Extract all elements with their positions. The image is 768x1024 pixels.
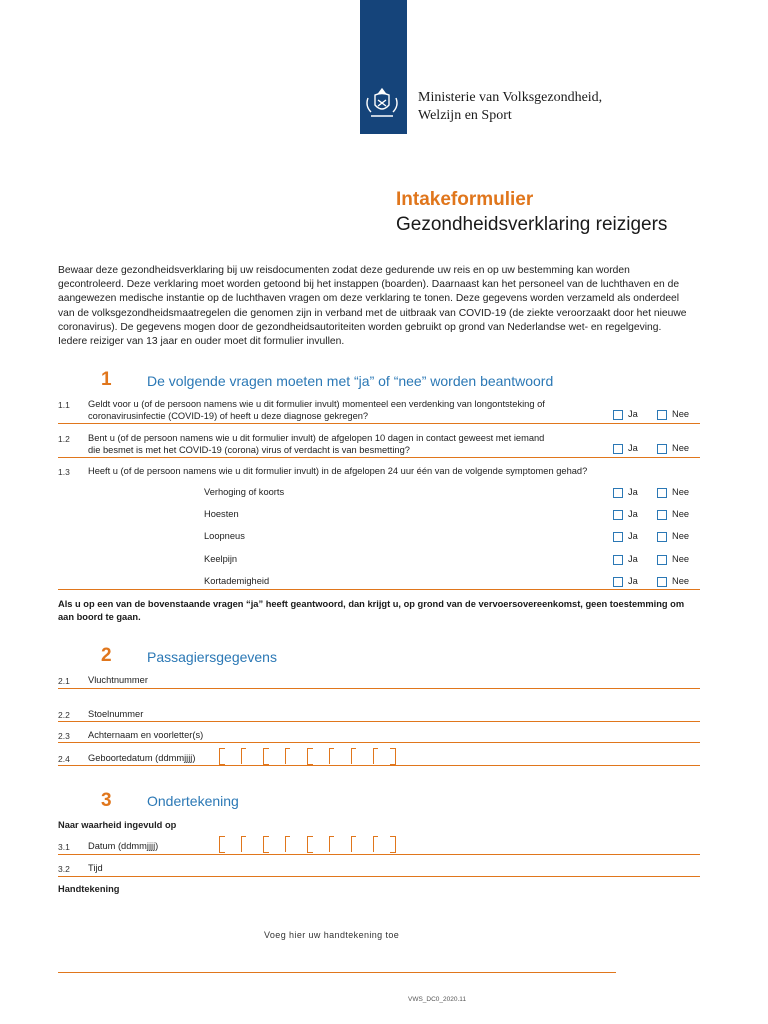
signature-hint: Voeg hier uw handtekening toe bbox=[264, 930, 400, 940]
checkbox-no[interactable] bbox=[657, 532, 667, 542]
name-label: Achternaam en voorletter(s) bbox=[88, 730, 204, 740]
flight-number-field[interactable] bbox=[58, 688, 700, 689]
checkbox-yes-label: Ja bbox=[628, 576, 638, 586]
divider bbox=[58, 457, 700, 458]
date-digit-box[interactable] bbox=[351, 748, 356, 764]
field-number: 3.1 bbox=[58, 842, 70, 852]
birthdate-field bbox=[58, 765, 700, 766]
ministry-name bbox=[418, 89, 602, 125]
section-1-title: De volgende vragen moeten met “ja” of “nee” worden beantwoord bbox=[147, 373, 554, 389]
date-label: Datum (ddmmjjjj) bbox=[88, 841, 159, 851]
date-digit-box[interactable] bbox=[329, 836, 334, 852]
truthfully-completed-label: Naar waarheid ingevuld op bbox=[58, 820, 177, 830]
section-3-title: Ondertekening bbox=[147, 793, 239, 809]
question-number: 1.3 bbox=[58, 467, 70, 477]
checkbox-yes[interactable] bbox=[613, 488, 623, 498]
field-number: 2.1 bbox=[58, 676, 70, 686]
checkbox-no-label: Nee bbox=[672, 576, 690, 586]
date-digit-box[interactable] bbox=[390, 836, 396, 853]
date-digit-box[interactable] bbox=[373, 836, 378, 852]
symptom-label: Keelpijn bbox=[204, 554, 238, 564]
date-digit-box[interactable] bbox=[285, 836, 290, 852]
name-field[interactable] bbox=[58, 742, 700, 743]
birthdate-label: Geboortedatum (ddmmjjjj) bbox=[88, 753, 196, 763]
checkbox-yes-label: Ja bbox=[628, 509, 638, 519]
field-number: 2.3 bbox=[58, 731, 70, 741]
checkbox-yes-label: Ja bbox=[628, 531, 638, 541]
date-digit-box[interactable] bbox=[307, 748, 313, 765]
field-number: 3.2 bbox=[58, 864, 70, 874]
checkbox-no-label: Nee bbox=[672, 554, 690, 564]
intro-paragraph: Bewaar deze gezondheidsverklaring bij uw reisdocumenten zodat deze gedurende uw reis en op uw bestemming kan worden gecontroleerd. Deze verklaring moet worden getoond bij het instappen (boarden). Daarnaast kan het personeel van de luchthaven en de aangewezen medische instantie op de luchthaven vragen om deze verklaring te tonen. Deze gegevens worden verzameld als onderdeel van de volksgezondheidsmaatregelen die genomen zijn in verband met de uitbraak van COVID-19 (de ziekte veroorzaakt door het nieuwe coronavirus). De gegevens mogen door de gezondheidsautoriteiten worden gebruikt op grond van Nederlandse wet- en regelgeving. Iedere reiziger van 13 jaar en ouder moet dit formulier invullen. bbox=[58, 265, 687, 348]
checkbox-yes[interactable] bbox=[613, 444, 623, 454]
symptom-label: Loopneus bbox=[204, 531, 245, 541]
date-digit-box[interactable] bbox=[263, 748, 269, 765]
section-2-title: Passagiersgegevens bbox=[147, 649, 277, 665]
seat-number-label: Stoelnummer bbox=[88, 709, 144, 719]
checkbox-yes[interactable] bbox=[613, 410, 623, 420]
question-line: coronavirusinfectie (COVID-19) of heeft u deze diagnose gekregen? bbox=[88, 411, 369, 421]
checkbox-no[interactable] bbox=[657, 577, 667, 587]
question-text bbox=[88, 398, 545, 422]
checkbox-yes[interactable] bbox=[613, 577, 623, 587]
checkbox-no-label: Nee bbox=[672, 409, 690, 419]
section-3-number: 3 bbox=[101, 790, 112, 811]
signature-field[interactable] bbox=[58, 972, 616, 973]
symptom-label: Kortademigheid bbox=[204, 576, 270, 586]
question-text bbox=[88, 432, 544, 456]
ministry-line-2: Welzijn en Sport bbox=[418, 108, 512, 123]
seat-number-field[interactable] bbox=[58, 721, 700, 722]
time-label: Tijd bbox=[88, 863, 103, 873]
form-title: Intakeformulier bbox=[396, 189, 534, 210]
checkbox-no[interactable] bbox=[657, 555, 667, 565]
divider bbox=[58, 589, 700, 590]
checkbox-no[interactable] bbox=[657, 510, 667, 520]
section-1-number: 1 bbox=[101, 369, 112, 390]
checkbox-yes[interactable] bbox=[613, 532, 623, 542]
checkbox-no[interactable] bbox=[657, 444, 667, 454]
flight-number-label: Vluchtnummer bbox=[88, 675, 148, 685]
checkbox-no[interactable] bbox=[657, 410, 667, 420]
question-line: Geldt voor u (of de persoon namens wie u dit formulier invult) momenteel een verdenking van longontsteking of bbox=[88, 399, 545, 409]
date-digit-box[interactable] bbox=[219, 748, 225, 765]
date-digit-box[interactable] bbox=[241, 836, 246, 852]
question-text bbox=[88, 465, 587, 477]
date-digit-box[interactable] bbox=[241, 748, 246, 764]
question-line: Bent u (of de persoon namens wie u dit formulier invult) de afgelopen 10 dagen in contact geweest met iemand bbox=[88, 433, 545, 443]
checkbox-yes-label: Ja bbox=[628, 443, 638, 453]
checkbox-yes-label: Ja bbox=[628, 487, 638, 497]
date-digit-box[interactable] bbox=[351, 836, 356, 852]
checkbox-yes-label: Ja bbox=[628, 554, 638, 564]
date-digit-box[interactable] bbox=[329, 748, 334, 764]
boarding-note: Als u op een van de bovenstaande vragen “ja” heeft geantwoord, dan krijgt u, op grond van de vervoersovereenkomst, geen toestemming om aan boord te gaan. bbox=[58, 599, 685, 622]
field-number: 2.4 bbox=[58, 754, 70, 764]
document-code: VWS_DC0_2020.11 bbox=[408, 996, 467, 1003]
royal-crest-icon bbox=[362, 86, 402, 124]
checkbox-yes[interactable] bbox=[613, 510, 623, 520]
question-line: Heeft u (of de persoon namens wie u dit formulier invult) in de afgelopen 24 uur één van de volgende symptomen gehad? bbox=[88, 466, 588, 476]
form-subtitle: Gezondheidsverklaring reizigers bbox=[396, 214, 668, 235]
checkbox-no-label: Nee bbox=[672, 443, 690, 453]
date-digit-box[interactable] bbox=[263, 836, 269, 853]
field-number: 2.2 bbox=[58, 710, 70, 720]
date-digit-box[interactable] bbox=[373, 748, 378, 764]
symptom-label: Verhoging of koorts bbox=[204, 487, 285, 497]
question-line: die besmet is met het COVID-19 (corona) virus of verdacht is van besmetting? bbox=[88, 445, 410, 455]
date-digit-box[interactable] bbox=[390, 748, 396, 765]
ministry-line-1: Ministerie van Volksgezondheid, bbox=[418, 90, 603, 105]
checkbox-no-label: Nee bbox=[672, 531, 690, 541]
divider bbox=[58, 423, 700, 424]
signature-label: Handtekening bbox=[58, 884, 120, 894]
date-digit-box[interactable] bbox=[219, 836, 225, 853]
date-digit-box[interactable] bbox=[285, 748, 290, 764]
checkbox-yes-label: Ja bbox=[628, 409, 638, 419]
date-digit-box[interactable] bbox=[307, 836, 313, 853]
checkbox-no-label: Nee bbox=[672, 509, 690, 519]
time-field[interactable] bbox=[58, 876, 700, 877]
question-number: 1.1 bbox=[58, 400, 70, 410]
date-field bbox=[58, 854, 700, 855]
checkbox-no[interactable] bbox=[657, 488, 667, 498]
section-2-number: 2 bbox=[101, 645, 112, 666]
checkbox-no-label: Nee bbox=[672, 487, 690, 497]
question-number: 1.2 bbox=[58, 434, 70, 444]
symptom-label: Hoesten bbox=[204, 509, 239, 519]
checkbox-yes[interactable] bbox=[613, 555, 623, 565]
